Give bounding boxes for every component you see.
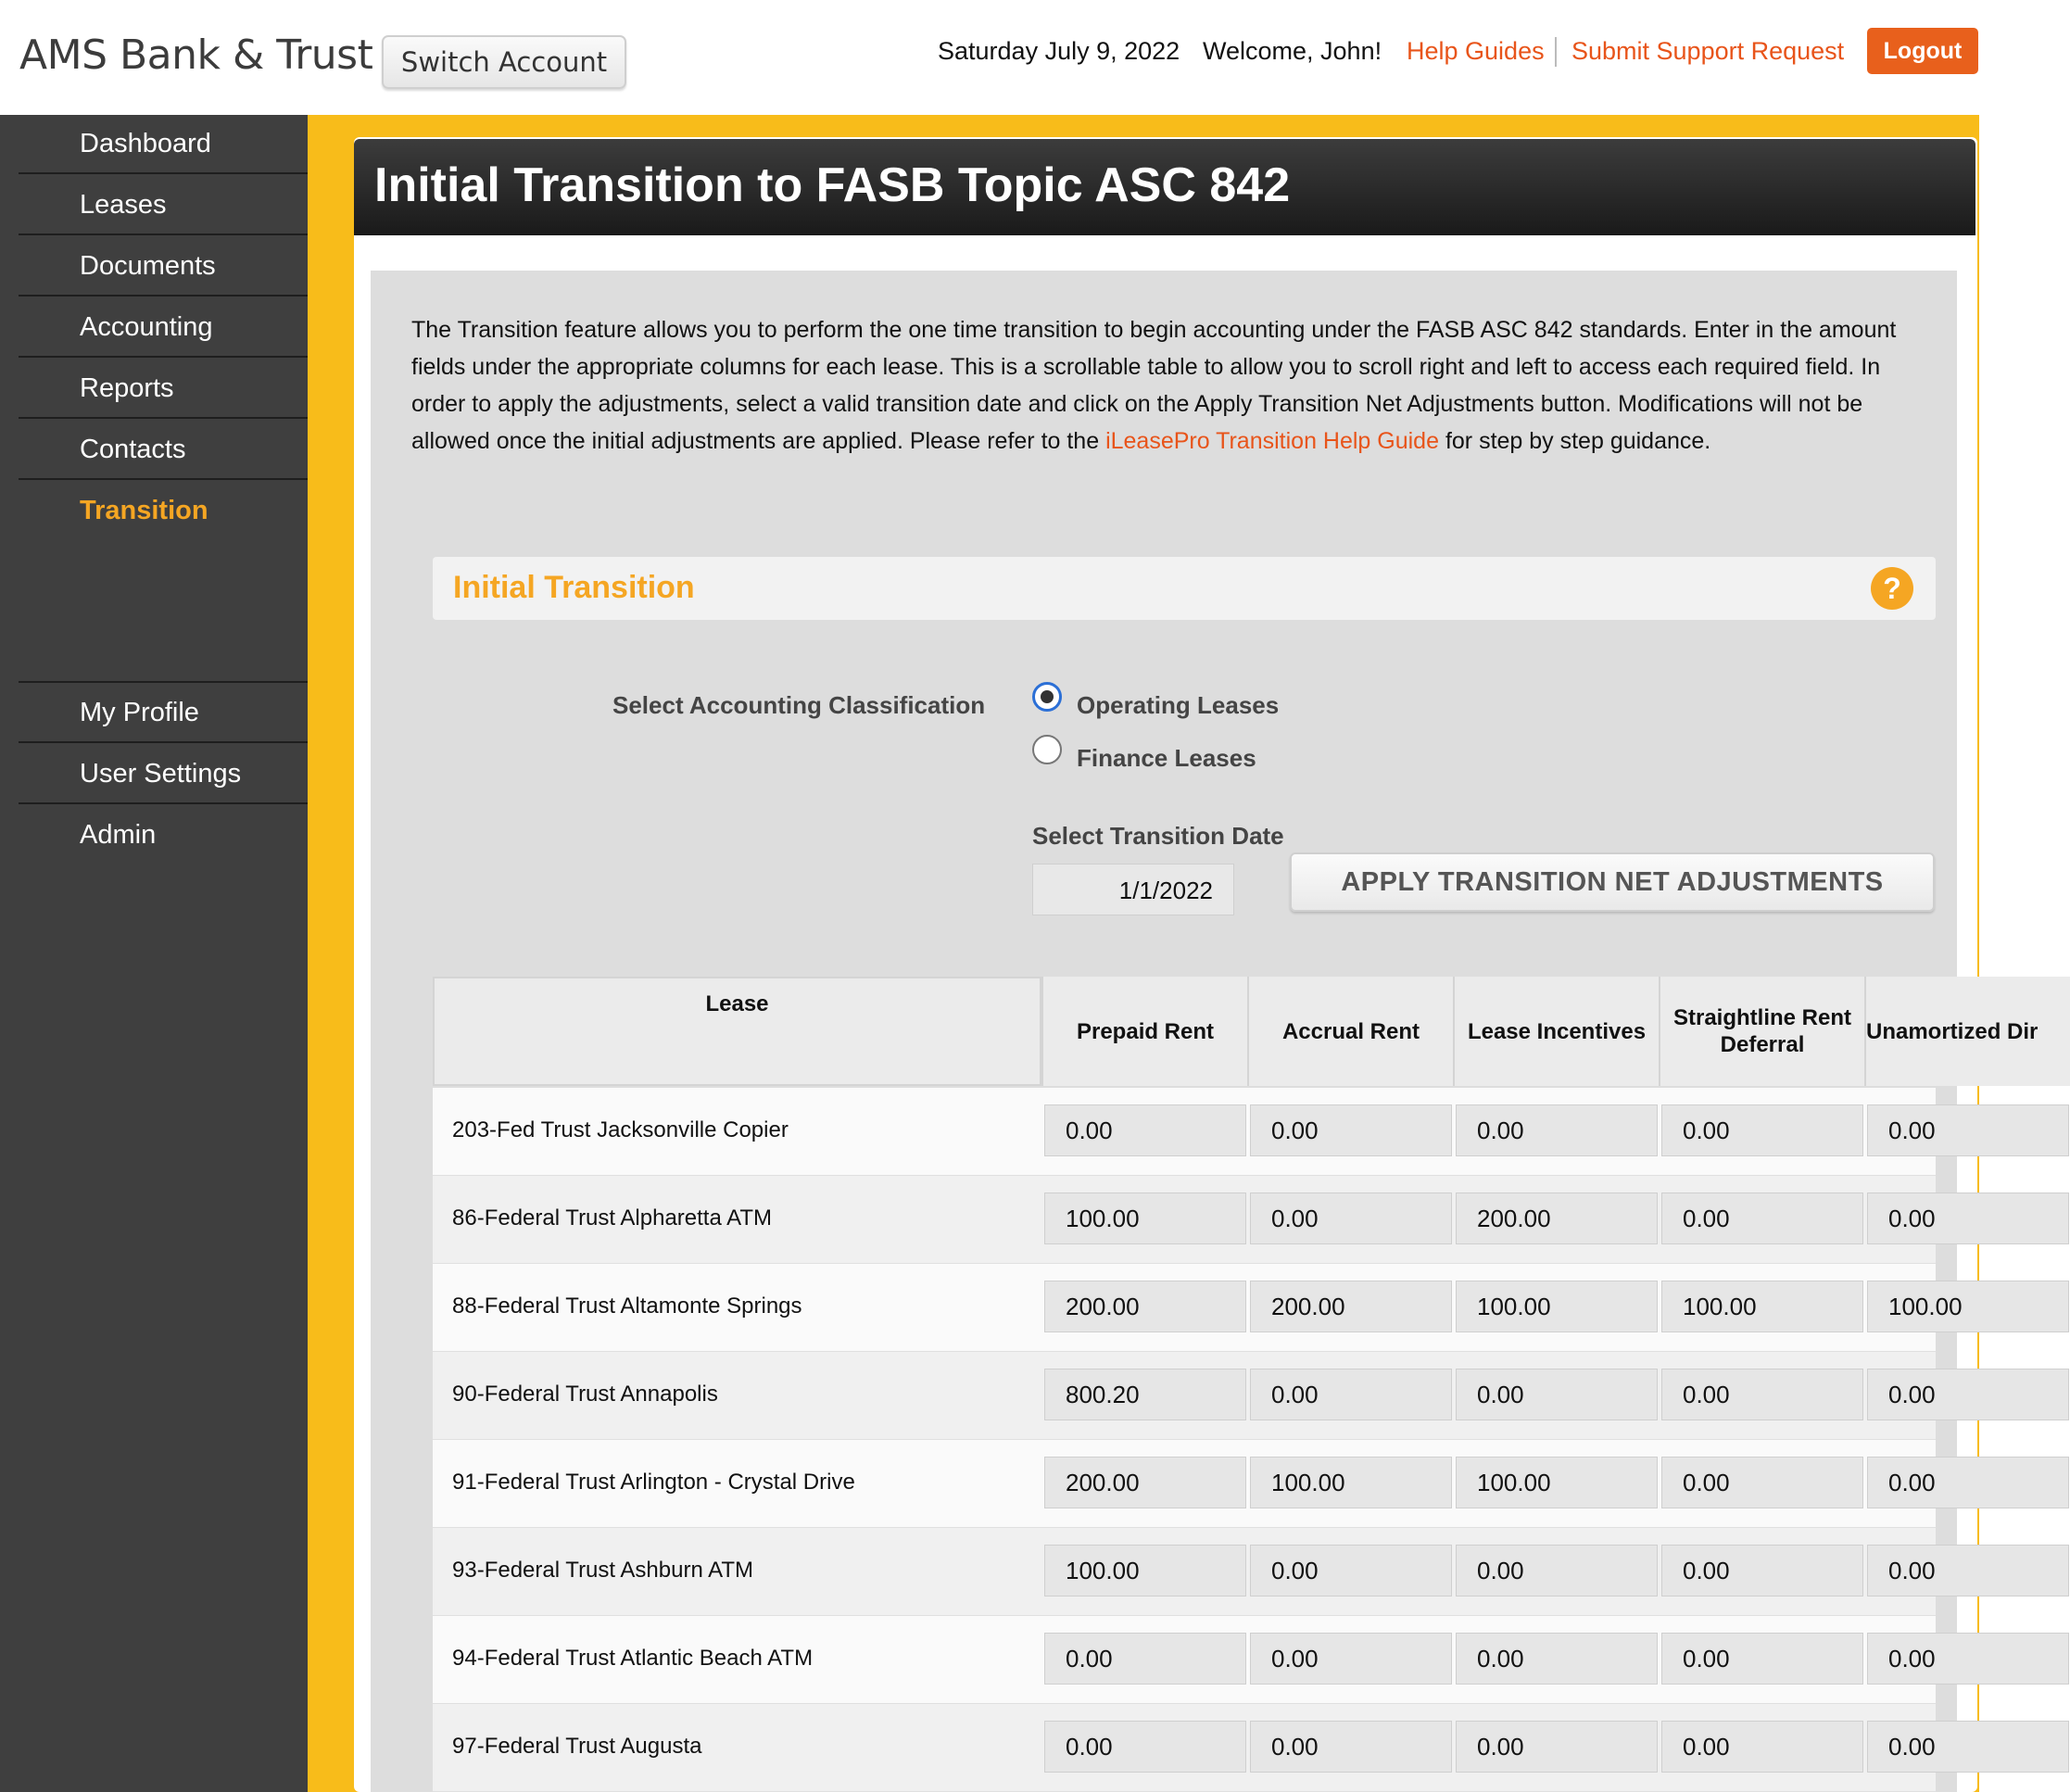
sidebar-item-label: Accounting — [80, 312, 213, 342]
transition-table — [433, 977, 2038, 1792]
top-header — [0, 0, 1979, 115]
sidebar-item-label: Leases — [80, 190, 167, 220]
sidebar-item-user-settings[interactable] — [19, 745, 308, 804]
prepaid-rent-input[interactable]: 0.00 — [1044, 1633, 1246, 1685]
page-title: Initial Transition to FASB Topic ASC 842 — [374, 158, 1291, 212]
accrual-rent-input[interactable]: 100.00 — [1250, 1457, 1452, 1508]
prepaid-rent-input[interactable]: 200.00 — [1044, 1457, 1246, 1508]
sidebar-item-reports[interactable] — [19, 360, 308, 419]
unamortized-input[interactable]: 100.00 — [1867, 1281, 2069, 1332]
unamortized-input[interactable]: 0.00 — [1867, 1545, 2069, 1596]
current-date: Saturday July 9, 2022 — [938, 37, 1180, 65]
page-title-bar — [354, 139, 1975, 235]
sidebar-item-label: Transition — [80, 496, 208, 525]
straightline-deferral-input[interactable]: 0.00 — [1661, 1633, 1863, 1685]
unamortized-input[interactable]: 0.00 — [1867, 1457, 2069, 1508]
column-header-unamortized: Unamortized Dir — [1864, 977, 2070, 1086]
section-header — [433, 557, 1936, 620]
lease-name: 90-Federal Trust Annapolis — [452, 1382, 718, 1407]
unamortized-input[interactable]: 0.00 — [1867, 1633, 2069, 1685]
table-row — [433, 1352, 1936, 1440]
unamortized-input[interactable]: 0.00 — [1867, 1721, 2069, 1773]
table-row — [433, 1088, 1936, 1176]
accrual-rent-input[interactable]: 0.00 — [1250, 1633, 1452, 1685]
sidebar-item-contacts[interactable] — [19, 421, 308, 480]
sidebar-item-label: Dashboard — [80, 129, 211, 158]
lease-name: 88-Federal Trust Altamonte Springs — [452, 1294, 802, 1319]
accrual-rent-input[interactable]: 0.00 — [1250, 1104, 1452, 1156]
header-separator — [1555, 37, 1557, 67]
finance-leases-label[interactable]: Finance Leases — [1077, 744, 1256, 772]
accrual-rent-input[interactable]: 0.00 — [1250, 1193, 1452, 1244]
table-row — [433, 1528, 1936, 1616]
accrual-rent-input[interactable]: 0.00 — [1250, 1721, 1452, 1773]
straightline-deferral-input[interactable]: 0.00 — [1661, 1457, 1863, 1508]
brand-name: AMS Bank & Trust — [19, 32, 373, 79]
apply-transition-button[interactable]: APPLY TRANSITION NET ADJUSTMENTS — [1290, 852, 1935, 912]
prepaid-rent-input[interactable]: 200.00 — [1044, 1281, 1246, 1332]
prepaid-rent-input[interactable]: 100.00 — [1044, 1193, 1246, 1244]
operating-leases-label[interactable]: Operating Leases — [1077, 691, 1280, 719]
table-row — [433, 1616, 1936, 1704]
lease-name: 91-Federal Trust Arlington - Crystal Drive — [452, 1470, 855, 1495]
transition-date-input[interactable]: 1/1/2022 — [1032, 864, 1234, 915]
help-icon[interactable]: ? — [1871, 567, 1913, 610]
column-header-lease-incentives: Lease Incentives — [1453, 977, 1659, 1086]
lease-incentives-input[interactable]: 0.00 — [1456, 1633, 1658, 1685]
intro-text-after: for step by step guidance. — [1439, 428, 1711, 454]
accrual-rent-input[interactable]: 0.00 — [1250, 1545, 1452, 1596]
lease-name: 203-Fed Trust Jacksonville Copier — [452, 1117, 789, 1142]
intro-text — [411, 311, 1912, 460]
unamortized-input[interactable]: 0.00 — [1867, 1369, 2069, 1420]
lease-name: 94-Federal Trust Atlantic Beach ATM — [452, 1646, 814, 1671]
sidebar-item-label: Reports — [80, 373, 174, 403]
lease-incentives-input[interactable]: 0.00 — [1456, 1104, 1658, 1156]
lease-name: 93-Federal Trust Ashburn ATM — [452, 1558, 754, 1583]
sidebar-item-label: Admin — [80, 820, 157, 850]
finance-leases-radio[interactable] — [1032, 735, 1062, 764]
sidebar-item-label: User Settings — [80, 759, 242, 789]
prepaid-rent-input[interactable]: 800.20 — [1044, 1369, 1246, 1420]
accrual-rent-input[interactable]: 200.00 — [1250, 1281, 1452, 1332]
column-header-accrual-rent: Accrual Rent — [1247, 977, 1453, 1086]
sidebar-item-admin[interactable] — [19, 806, 308, 865]
intro-text-before: The Transition feature allows you to perform the one time transition to begin accounting under the FASB ASC 842 standards. Enter in the amount fields under the appropriate columns for each lease. This is a scrollable table to allow you to scroll right and left to access each required field. In order to apply the adjustments, select a valid transition date and click on the Apply Transition Net Adjustments button. Modifications will not be allowed once the initial adjustments are applied. Please refer to the — [411, 317, 1897, 454]
welcome-text: Welcome, John! — [1203, 37, 1382, 65]
sidebar-divider — [19, 681, 308, 683]
lease-header-label: Lease — [705, 991, 769, 1016]
sidebar-item-leases[interactable] — [19, 176, 308, 235]
table-row — [433, 1440, 1936, 1528]
sidebar-item-dashboard[interactable] — [19, 115, 308, 174]
sidebar-item-accounting[interactable] — [19, 298, 308, 358]
section-title: Initial Transition — [453, 570, 695, 605]
lease-column-header — [433, 977, 1041, 1086]
lease-name: 86-Federal Trust Alpharetta ATM — [452, 1205, 773, 1230]
classification-label: Select Accounting Classification — [612, 691, 986, 719]
straightline-deferral-input[interactable]: 0.00 — [1661, 1721, 1863, 1773]
sidebar — [0, 115, 308, 1792]
switch-account-button[interactable]: Switch Account — [382, 35, 626, 89]
logout-button[interactable]: Logout — [1867, 28, 1978, 74]
sidebar-item-label: Contacts — [80, 435, 186, 464]
sidebar-item-my-profile[interactable] — [19, 684, 308, 743]
column-header-straightline-rent-deferral: Straightline Rent Deferral — [1659, 977, 1864, 1086]
straightline-deferral-input[interactable]: 0.00 — [1661, 1193, 1863, 1244]
unamortized-input[interactable]: 0.00 — [1867, 1104, 2069, 1156]
prepaid-rent-input[interactable]: 0.00 — [1044, 1721, 1246, 1773]
transition-help-guide-link[interactable]: iLeasePro Transition Help Guide — [1105, 428, 1439, 454]
table-row — [433, 1176, 1936, 1264]
lease-incentives-input[interactable]: 0.00 — [1456, 1721, 1658, 1773]
submit-support-link[interactable]: Submit Support Request — [1571, 37, 1845, 65]
straightline-deferral-input[interactable]: 0.00 — [1661, 1545, 1863, 1596]
sidebar-item-label: My Profile — [80, 698, 199, 727]
prepaid-rent-input[interactable]: 0.00 — [1044, 1104, 1246, 1156]
operating-leases-radio[interactable] — [1032, 682, 1062, 712]
straightline-deferral-input[interactable]: 0.00 — [1661, 1104, 1863, 1156]
sidebar-item-label: Documents — [80, 251, 216, 281]
lease-incentives-input[interactable]: 100.00 — [1456, 1457, 1658, 1508]
table-row — [433, 1704, 1936, 1792]
prepaid-rent-input[interactable]: 100.00 — [1044, 1545, 1246, 1596]
straightline-deferral-input[interactable]: 0.00 — [1661, 1369, 1863, 1420]
lease-name: 97-Federal Trust Augusta — [452, 1734, 702, 1759]
transition-date-label: Select Transition Date — [1032, 822, 1284, 850]
accrual-rent-input[interactable]: 0.00 — [1250, 1369, 1452, 1420]
lease-incentives-input[interactable]: 0.00 — [1456, 1369, 1658, 1420]
unamortized-input[interactable]: 0.00 — [1867, 1193, 2069, 1244]
lease-incentives-input[interactable]: 200.00 — [1456, 1193, 1658, 1244]
lease-incentives-input[interactable]: 0.00 — [1456, 1545, 1658, 1596]
straightline-deferral-input[interactable]: 100.00 — [1661, 1281, 1863, 1332]
sidebar-item-documents[interactable] — [19, 237, 308, 297]
column-header-prepaid-rent: Prepaid Rent — [1041, 977, 1247, 1086]
lease-incentives-input[interactable]: 100.00 — [1456, 1281, 1658, 1332]
help-guides-link[interactable]: Help Guides — [1407, 37, 1545, 65]
table-row — [433, 1264, 1963, 1352]
sidebar-item-transition[interactable] — [19, 482, 308, 541]
